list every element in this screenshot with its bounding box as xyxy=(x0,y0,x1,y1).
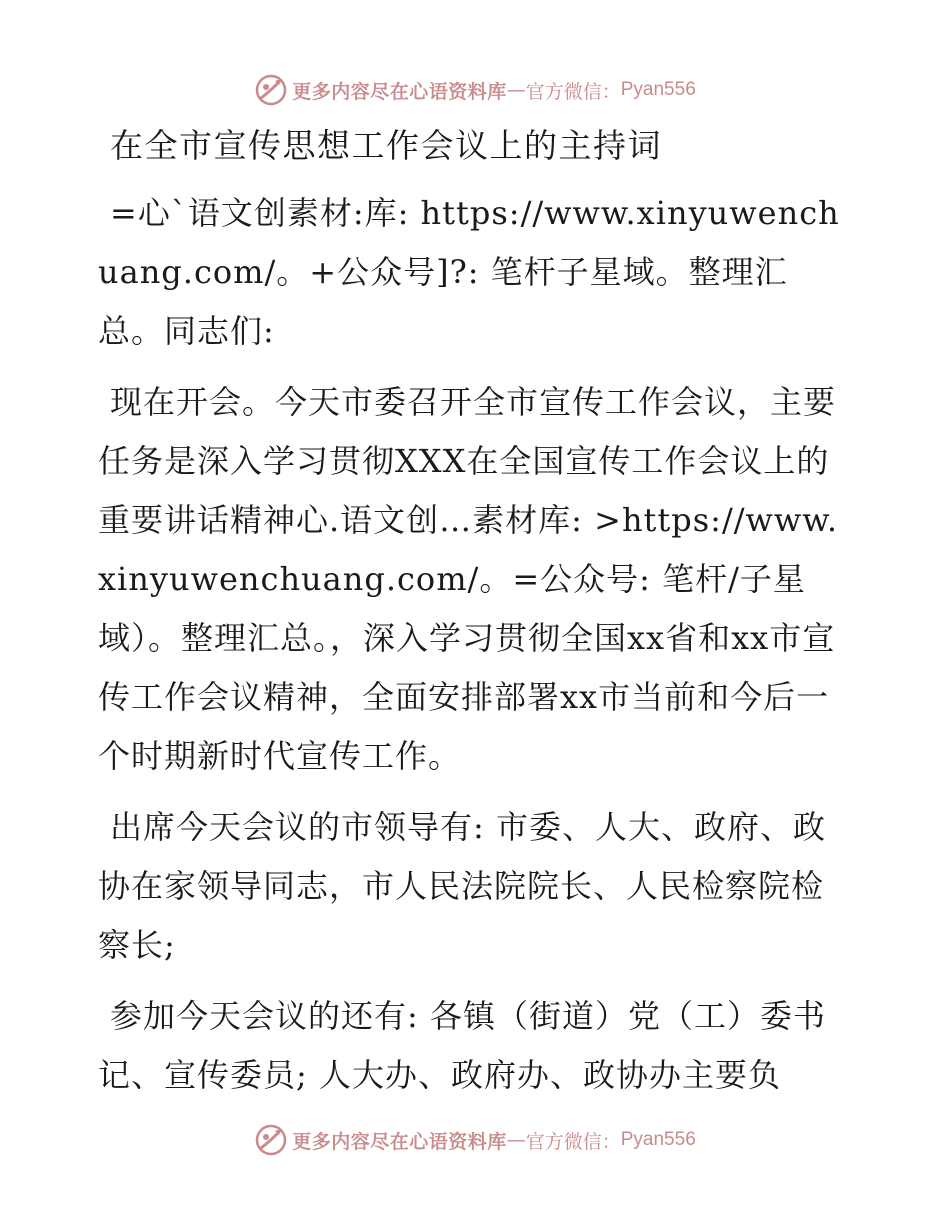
watermark-text: 更多内容尽在心语资料库 xyxy=(292,80,507,103)
footer-watermark xyxy=(0,1120,950,1160)
watermark-dash: — xyxy=(506,79,526,101)
watermark-wechat-label: 官方微信： xyxy=(525,1130,621,1153)
document-body xyxy=(98,118,850,1117)
paragraph-4: 参加今天会议的还有: 各镇（街道）党（工）委书记、宣传委员; 人大办、政府办、政协办主要负 xyxy=(98,997,826,1094)
paragraph-3: 出席今天会议的市领导有: 市委、人大、政府、政协在家领导同志，市人民法院院长、人民检察院检察长; xyxy=(98,808,826,964)
paragraph-2: 现在开会。今天市委召开全市宣传工作会议，主要任务是深入学习贯彻XXX在全国宣传工作会议上的重要讲话精神心.语文创…素材库: >https://www.xinyuwenchuang.com/。=公众号: 笔杆/子星域）。整理汇总。，深入学习贯彻全国xx省和xx市宣传工作会议精神，全面安排部署xx市当前和今后一个时期新时代宣传工作。 xyxy=(98,383,839,775)
watermark-dash: — xyxy=(506,1129,526,1151)
watermark-wechat-label: 官方微信： xyxy=(525,80,621,103)
pen-logo-icon xyxy=(254,73,288,107)
watermark-wechat-id: Pyan556 xyxy=(620,79,696,100)
header-watermark xyxy=(0,70,950,110)
watermark-wechat-id: Pyan556 xyxy=(620,1129,696,1150)
watermark-text: 更多内容尽在心语资料库 xyxy=(292,1130,507,1153)
paragraph-1: =心`语文创素材:库: https://www.xinyuwenchuang.com/。+公众号]?: 笔杆子星域。整理汇总。同志们: xyxy=(98,194,840,350)
document-title: 在全市宣传思想工作会议上的主持词 xyxy=(110,126,662,165)
pen-logo-icon xyxy=(254,1123,288,1157)
